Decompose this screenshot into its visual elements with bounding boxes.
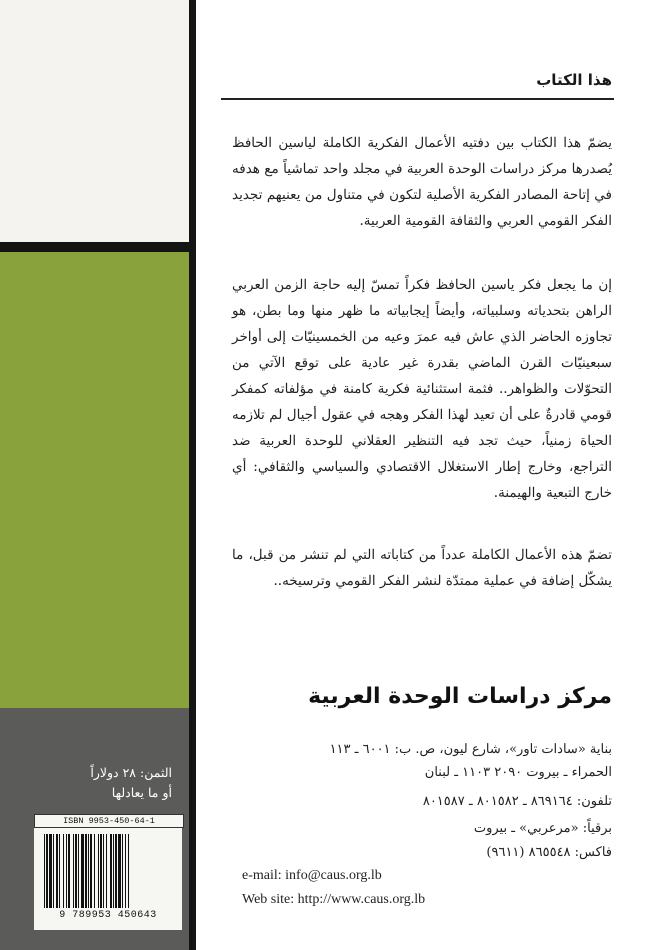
barcode <box>34 828 182 930</box>
description-paragraph-2: إن ما يجعل فكر ياسين الحافظ فكراً تمسّ إليه حاجة الزمن العربي الراهن بتحدياته وسلبياته، وأيضاً إيجابياته ما ظهر منها وما بطن، هو تجاوزه الحاضر الذي عاش فيه عمرَ وعيه من الخمسينيّات إلى أواخر سبعينيّات القرن الماضي بقدرة غير عادية على توقع الآتي من التحوّلات والظواهر.. فثمة استثنائية فكرية كامنة في مؤلفاته كمفكر قومي قادرةٌ على أن تعيد لهذا الفكر وهجه في عقول أجيال لم تلازمه الحياة زمنياً، حيث تجد فيه التنظير العقلاني للوحدة العربية ضد التراجع، وخارج إطار الاستغلال الاقتصادي والسياسي والثقافي: أي خارج التبعية والهيمنة. <box>232 277 612 501</box>
description-paragraph-3: تضمّ هذه الأعمال الكاملة عدداً من كتاباته التي لم تنشر من قبل، ما يشكّل إضافة في عملية ممتدّة لنشر الفكر القومي وترسيخه.. <box>232 547 612 589</box>
price-equivalent-text: أو ما يعادلها <box>111 785 172 800</box>
publisher-fax: فاكس: ٨٦٥٥٤٨ (٩٦١١) <box>486 845 612 860</box>
isbn-label: ISBN 9953-450-64-1 <box>34 814 184 828</box>
top-left-panel <box>0 0 196 242</box>
barcode-icon <box>44 834 172 908</box>
publisher-phone: تلفون: ٨٦٩١٦٤ ـ ٨٠١٥٨٢ ـ ٨٠١٥٨٧ <box>422 794 612 809</box>
publisher-website[interactable]: Web site: http://www.caus.org.lb <box>242 892 426 907</box>
publisher-cable: برقياً: «مرعربي» ـ بيروت <box>473 821 612 836</box>
green-panel <box>0 252 196 708</box>
barcode-digits: 9 789953 450643 <box>59 910 157 921</box>
price-text: الثمن: ٢٨ دولاراً <box>90 765 172 780</box>
horizontal-divider <box>0 242 196 252</box>
publisher-address-line-1: بناية «سادات تاور»، شارع ليون، ص. ب: ٦٠٠١ ـ ١١٣ <box>329 742 612 757</box>
section-heading: هذا الكتاب <box>536 71 612 89</box>
description-paragraph-1: يضمّ هذا الكتاب بين دفتيه الأعمال الفكرية الكاملة لياسين الحافظ يُصدرها مركز دراسات الوحدة العربية في مجلد واحد تماشياً مع هدفه في إتاحة المصادر الفكرية الأصلية لتكون في متناول من يعنيهم تجديد الفكر القومي العربي والثقافة القومية العربية. <box>232 135 612 229</box>
heading-rule <box>221 98 614 100</box>
publisher-address-line-2: الحمراء ـ بيروت ٢٠٩٠ ١١٠٣ ـ لبنان <box>424 765 612 780</box>
price-block <box>90 763 172 803</box>
publisher-email[interactable]: e-mail: info@caus.org.lb <box>242 868 382 883</box>
publisher-name: مركز دراسات الوحدة العربية <box>308 684 612 709</box>
vertical-divider <box>189 0 196 950</box>
